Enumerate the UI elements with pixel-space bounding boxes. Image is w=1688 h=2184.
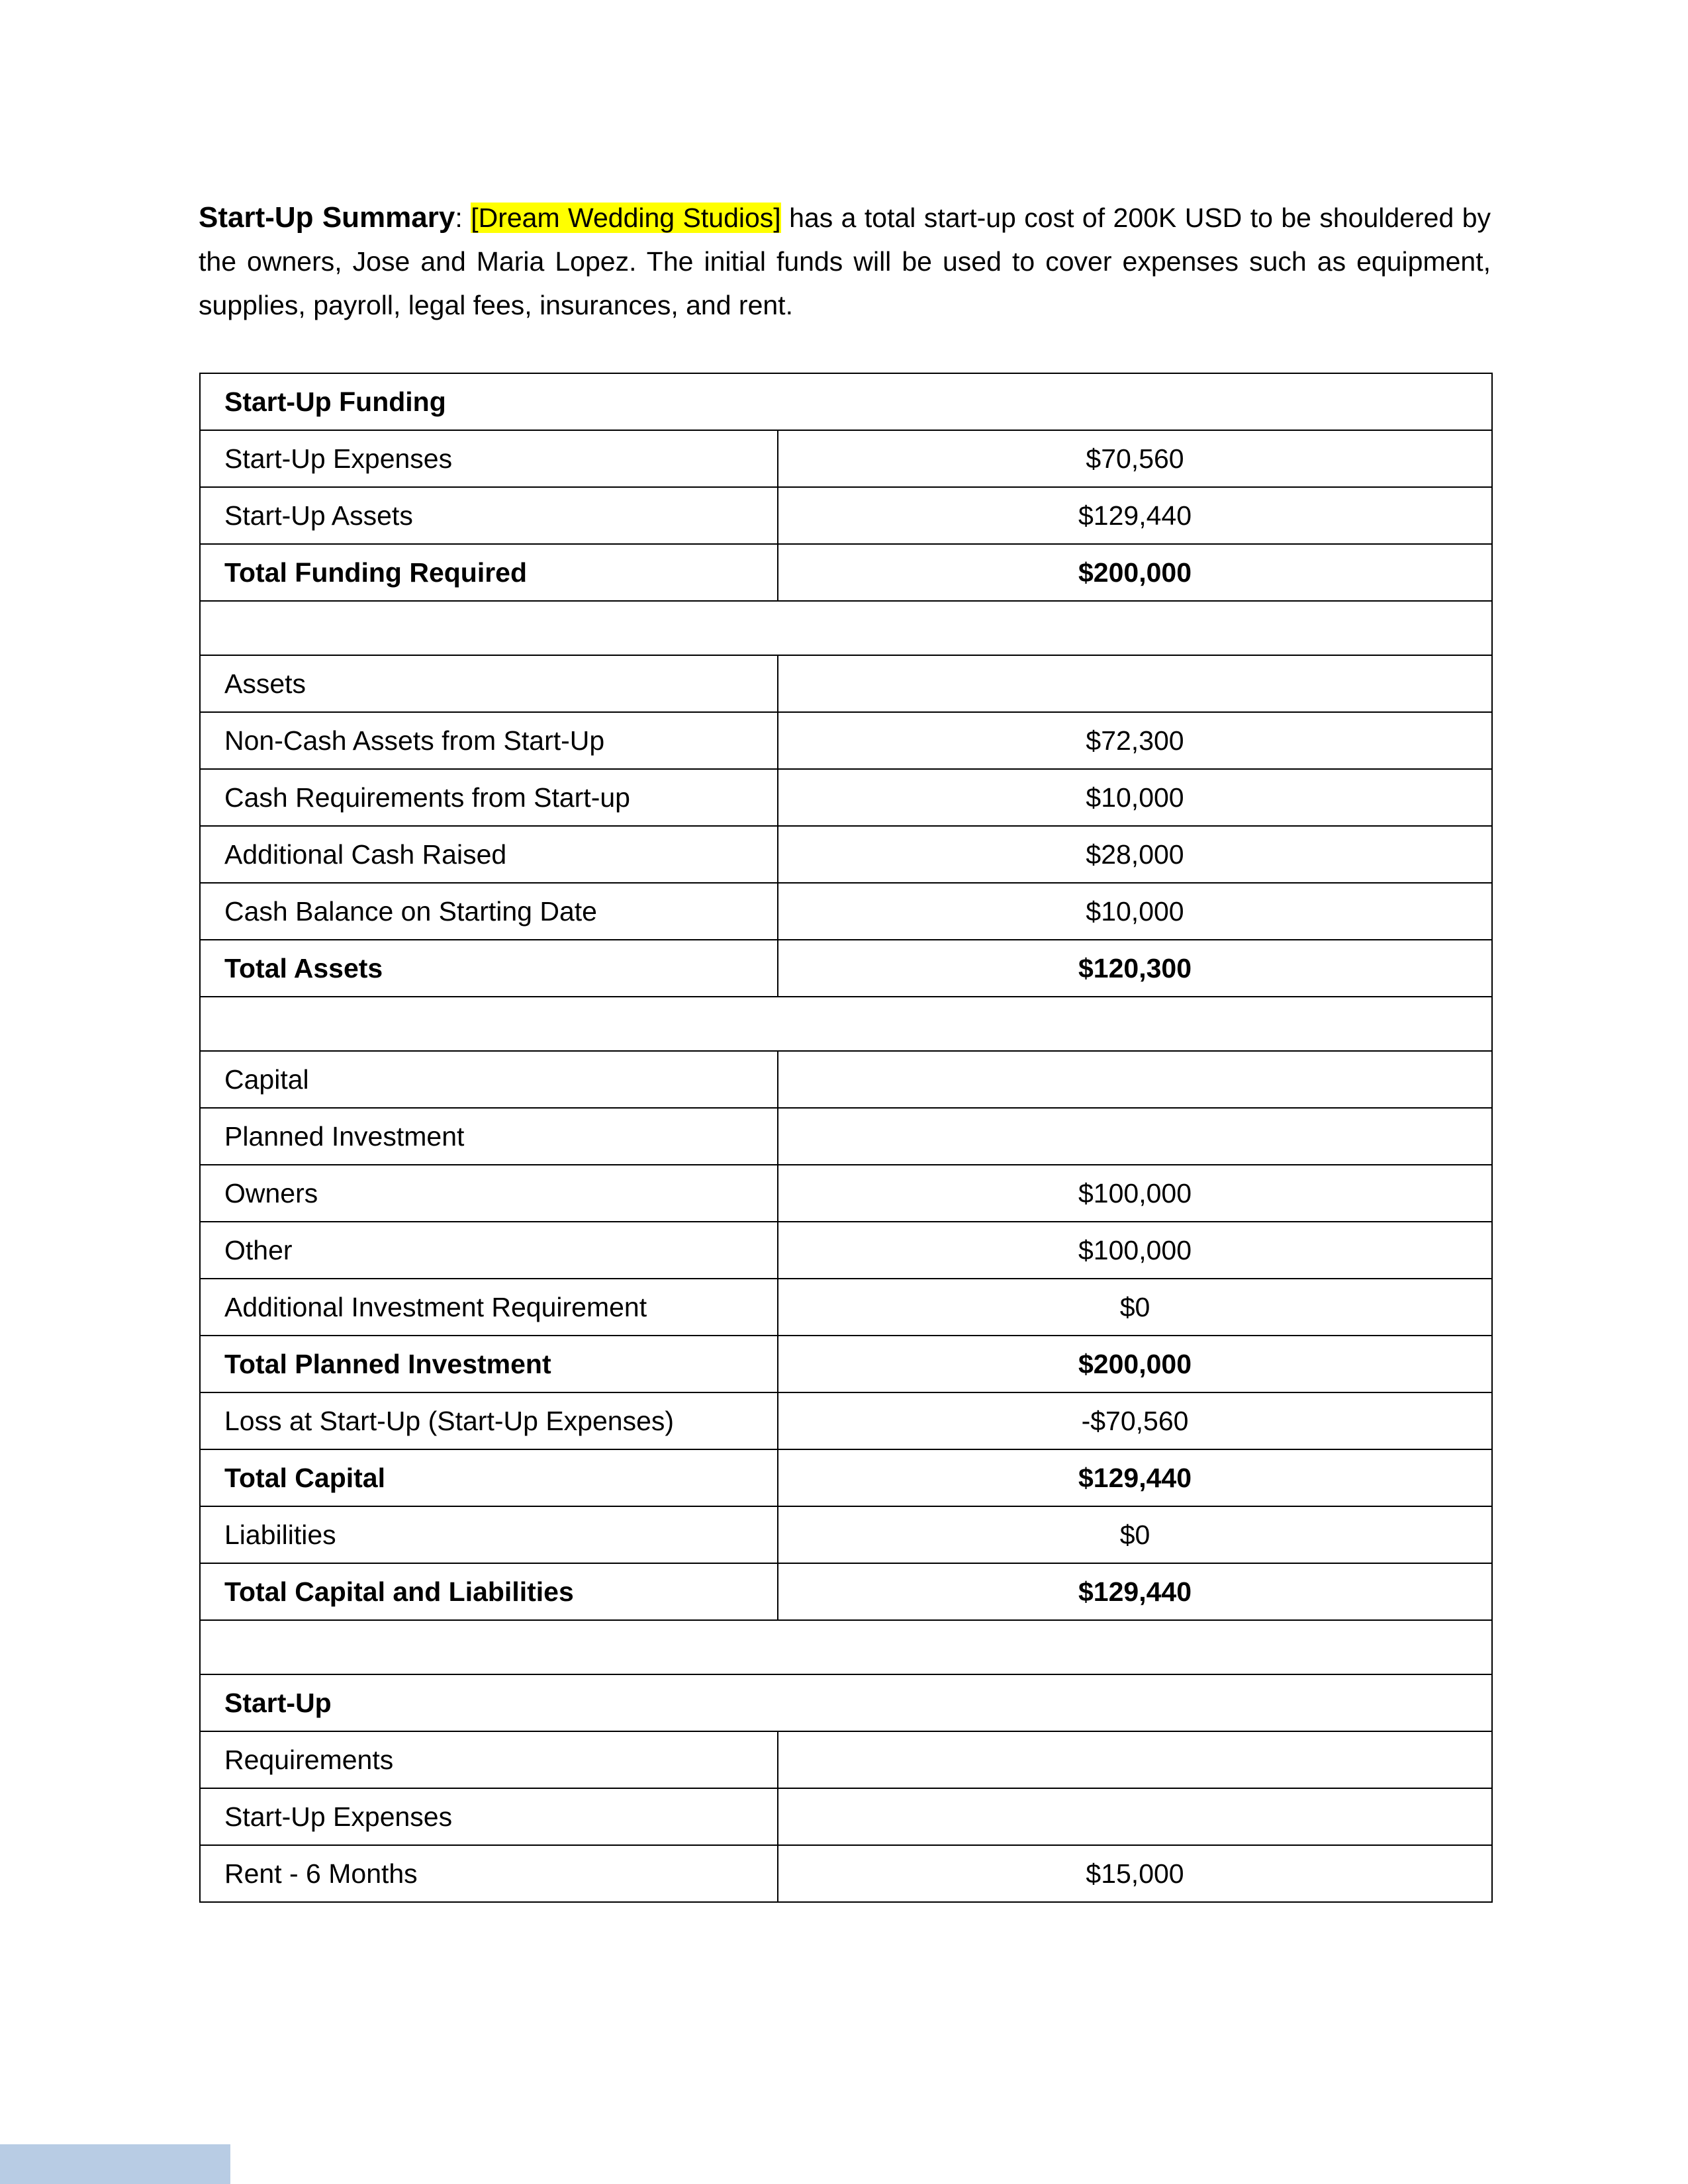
row-label: Owners	[200, 1165, 778, 1222]
table-row	[200, 1222, 1492, 1279]
row-label: Planned Investment	[200, 1108, 778, 1165]
table-row	[200, 1506, 1492, 1563]
row-label: Other	[200, 1222, 778, 1279]
row-label: Total Capital and Liabilities	[200, 1563, 778, 1620]
row-label: Total Assets	[200, 940, 778, 997]
row-value: $120,300	[778, 940, 1492, 997]
spacer-cell	[200, 601, 1492, 655]
row-label: Total Capital	[200, 1449, 778, 1506]
table-row	[200, 1051, 1492, 1108]
table-row	[200, 487, 1492, 544]
row-value: $72,300	[778, 712, 1492, 769]
row-value: $100,000	[778, 1222, 1492, 1279]
row-value: $129,440	[778, 1563, 1492, 1620]
row-label: Start-Up Assets	[200, 487, 778, 544]
row-label: Capital	[200, 1051, 778, 1108]
spacer-row	[200, 997, 1492, 1051]
table-row	[200, 430, 1492, 487]
row-value: $200,000	[778, 544, 1492, 601]
row-value: $10,000	[778, 769, 1492, 826]
table-row	[200, 1449, 1492, 1506]
table-row	[200, 1336, 1492, 1392]
row-label: Additional Cash Raised	[200, 826, 778, 883]
table-row	[200, 826, 1492, 883]
row-value	[778, 655, 1492, 712]
startup-header-cell: Start-Up	[200, 1674, 1492, 1731]
row-label: Liabilities	[200, 1506, 778, 1563]
table-row	[200, 1674, 1492, 1731]
page-corner-decoration	[0, 2144, 230, 2184]
row-value	[778, 1051, 1492, 1108]
spacer-cell	[200, 1620, 1492, 1674]
row-value: $129,440	[778, 1449, 1492, 1506]
row-label: Requirements	[200, 1731, 778, 1788]
row-label: Total Funding Required	[200, 544, 778, 601]
table-row	[200, 1279, 1492, 1336]
spacer-cell	[200, 997, 1492, 1051]
table-row	[200, 1731, 1492, 1788]
table-row	[200, 1788, 1492, 1845]
spacer-row	[200, 601, 1492, 655]
startup-summary-paragraph	[199, 196, 1491, 327]
row-label: Loss at Start-Up (Start-Up Expenses)	[200, 1392, 778, 1449]
row-value: $100,000	[778, 1165, 1492, 1222]
row-value: $0	[778, 1506, 1492, 1563]
funding-header-cell: Start-Up Funding	[200, 373, 1492, 430]
company-name-highlight: [Dream Wedding Studios]	[471, 203, 781, 233]
row-value: $0	[778, 1279, 1492, 1336]
table-row	[200, 544, 1492, 601]
row-value: $200,000	[778, 1336, 1492, 1392]
row-label: Additional Investment Requirement	[200, 1279, 778, 1336]
summary-body: has a total start-up cost of 200K USD to be shouldered by the owners, Jose and Maria Lopez. The initial funds will be used to cover expenses such as equipment, supplies, payroll, legal fees, insurances, and rent.	[199, 203, 1491, 320]
row-value: $10,000	[778, 883, 1492, 940]
table-row	[200, 1108, 1492, 1165]
summary-colon: :	[455, 203, 471, 233]
row-label: Cash Balance on Starting Date	[200, 883, 778, 940]
table-row	[200, 883, 1492, 940]
row-value: $129,440	[778, 487, 1492, 544]
row-label: Total Planned Investment	[200, 1336, 778, 1392]
row-value: $28,000	[778, 826, 1492, 883]
table-row	[200, 1845, 1492, 1902]
startup-funding-table	[199, 373, 1493, 1903]
row-label: Start-Up Expenses	[200, 1788, 778, 1845]
row-value: -$70,560	[778, 1392, 1492, 1449]
spacer-row	[200, 1620, 1492, 1674]
row-value	[778, 1731, 1492, 1788]
row-label: Rent - 6 Months	[200, 1845, 778, 1902]
table-row	[200, 655, 1492, 712]
row-label: Assets	[200, 655, 778, 712]
row-label: Start-Up Expenses	[200, 430, 778, 487]
row-value: $70,560	[778, 430, 1492, 487]
table-row	[200, 1563, 1492, 1620]
summary-heading: Start-Up Summary	[199, 201, 455, 234]
table-row	[200, 1165, 1492, 1222]
row-value: $15,000	[778, 1845, 1492, 1902]
table-row	[200, 1392, 1492, 1449]
table-row	[200, 940, 1492, 997]
row-value	[778, 1788, 1492, 1845]
table-row	[200, 712, 1492, 769]
row-label: Non-Cash Assets from Start-Up	[200, 712, 778, 769]
row-value	[778, 1108, 1492, 1165]
row-label: Cash Requirements from Start-up	[200, 769, 778, 826]
table-row	[200, 769, 1492, 826]
table-row	[200, 373, 1492, 430]
